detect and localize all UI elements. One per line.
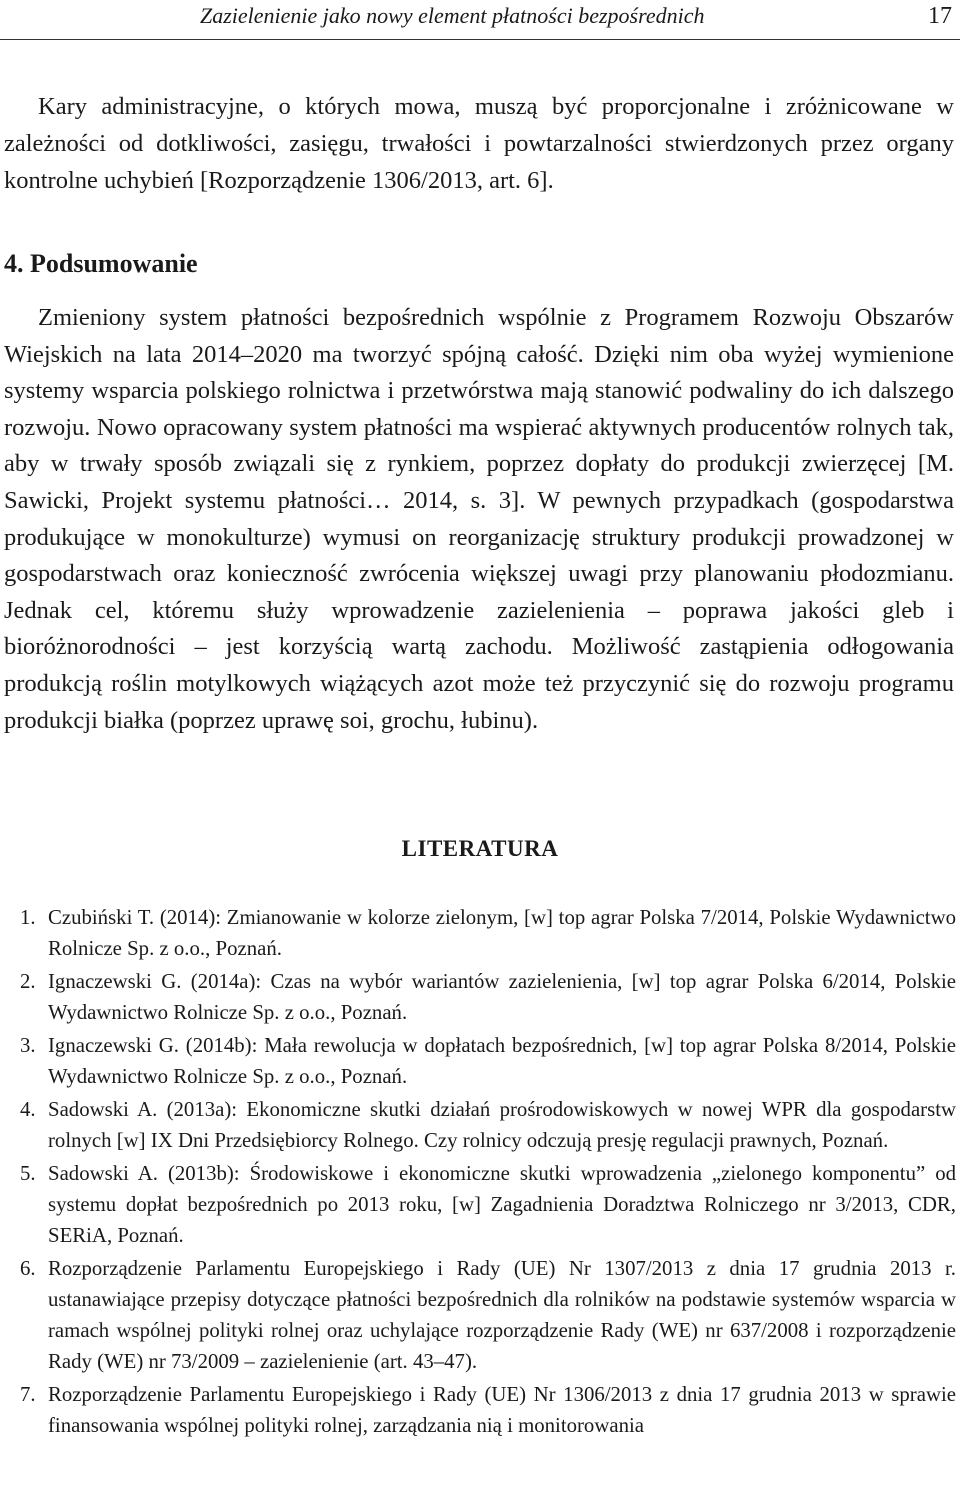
reference-item [0, 966, 956, 1028]
literature-heading: LITERATURA [401, 836, 559, 861]
section-heading: 4. Podsumowanie [4, 249, 198, 278]
reference-item [0, 1158, 956, 1251]
reference-text: Rozporządzenie Parlamentu Europejskiego i Rady (UE) Nr 1307/2013 z dnia 17 grudnia 2013 r. ustanawiające przepisy dotyczące płatności bezpośrednich dla rolników na podstawie systemów wsparcia w ramach wspólnej polityki rolnej oraz uchylające rozporządzenie Rady (WE) nr 637/2008 i rozporządzenie Rady (WE) nr 73/2009 – zazielenienie (art. 43–47). [48, 1257, 956, 1373]
reference-item [0, 902, 956, 964]
reference-number: 2. [20, 970, 36, 993]
reference-number: 7. [20, 1383, 36, 1406]
summary-paragraph: Zmieniony system płatności bezpośrednich wspólnie z Programem Rozwoju Obszarów Wiejskich na lata 2014–2020 ma tworzyć spójną całość. Dzięki nim oba wyżej wymienione systemy wsparcia polskiego rolnictwa i przetwórstwa mają stanowić podwaliny do ich dalszego rozwoju. Nowo opracowany system płatności ma wspierać aktywnych producentów rolnych tak, aby w trwały sposób związali się z rynkiem, poprzez dopłaty do produkcji zwierzęcej [M. Sawicki, Projekt systemu płatności… 2014, s. 3]. W pewnych przypadkach (gospodarstwa produkujące w monokulturze) wymusi on reorganizację struktury produkcji prowadzonej w gospodarstwach oraz konieczność zwrócenia większej uwagi przy planowaniu płodozmianu. Jednak cel, któremu służy wprowadzenie zazielenienia – poprawa jakości gleb i bioróżnorodności – jest korzyścią wartą zachodu. Możliwość zastąpienia odłogowania produkcją roślin motylkowych wiążących azot może też przyczynić się do rozwoju programu produkcji białka (poprzez uprawę soi, grochu, łubinu). [4, 304, 954, 734]
reference-item [0, 1030, 956, 1092]
reference-text: Sadowski A. (2013b): Środowiskowe i ekonomiczne skutki wprowadzenia „zielonego komponentu” od systemu dopłat bezpośrednich po 2013 roku, [w] Zagadnienia Doradztwa Rolniczego nr 3/2013, CDR, SERiA, Poznań. [48, 1162, 956, 1247]
reference-number: 4. [20, 1098, 36, 1121]
reference-item [0, 1253, 956, 1377]
page-number: 17 [928, 3, 952, 29]
reference-number: 6. [20, 1257, 36, 1280]
reference-text: Ignaczewski G. (2014b): Mała rewolucja w dopłatach bezpośrednich, [w] top agrar Polska 8/2014, Polskie Wydawnictwo Rolnicze Sp. z o.o., Poznań. [48, 1034, 956, 1088]
running-header-title: Zazielenienie jako nowy element płatności bezpośrednich [200, 3, 705, 28]
reference-number: 3. [20, 1034, 36, 1057]
reference-text: Czubiński T. (2014): Zmianowanie w kolorze zielonym, [w] top agrar Polska 7/2014, Polskie Wydawnictwo Rolnicze Sp. z o.o., Poznań. [48, 906, 956, 960]
reference-text: Ignaczewski G. (2014a): Czas na wybór wariantów zazielenienia, [w] top agrar Polska 6/2014, Polskie Wydawnictwo Rolnicze Sp. z o.o., Poznań. [48, 970, 956, 1024]
reference-number: 1. [20, 906, 36, 929]
running-header [0, 0, 960, 40]
reference-text: Rozporządzenie Parlamentu Europejskiego i Rady (UE) Nr 1306/2013 z dnia 17 grudnia 2013 w sprawie finansowania wspólnej polityki rolnej, zarządzania nią i monitorowania [48, 1383, 956, 1437]
reference-list [0, 902, 956, 1443]
reference-item [0, 1379, 956, 1441]
reference-text: Sadowski A. (2013a): Ekonomiczne skutki działań prośrodowiskowych w nowej WPR dla gospodarstw rolnych [w] IX Dni Przedsiębiorcy Rolnego. Czy rolnicy odczują presję regulacji prawnych, Poznań. [48, 1098, 956, 1152]
body-paragraph-1: Kary administracyjne, o których mowa, muszą być proporcjonalne i zróżnicowane w zależności od dotkliwości, zasięgu, trwałości i powtarzalności stwierdzonych przez organy kontrolne uchybień [Rozporządzenie 1306/2013, art. 6]. [4, 93, 954, 194]
reference-item [0, 1094, 956, 1156]
reference-number: 5. [20, 1162, 36, 1185]
